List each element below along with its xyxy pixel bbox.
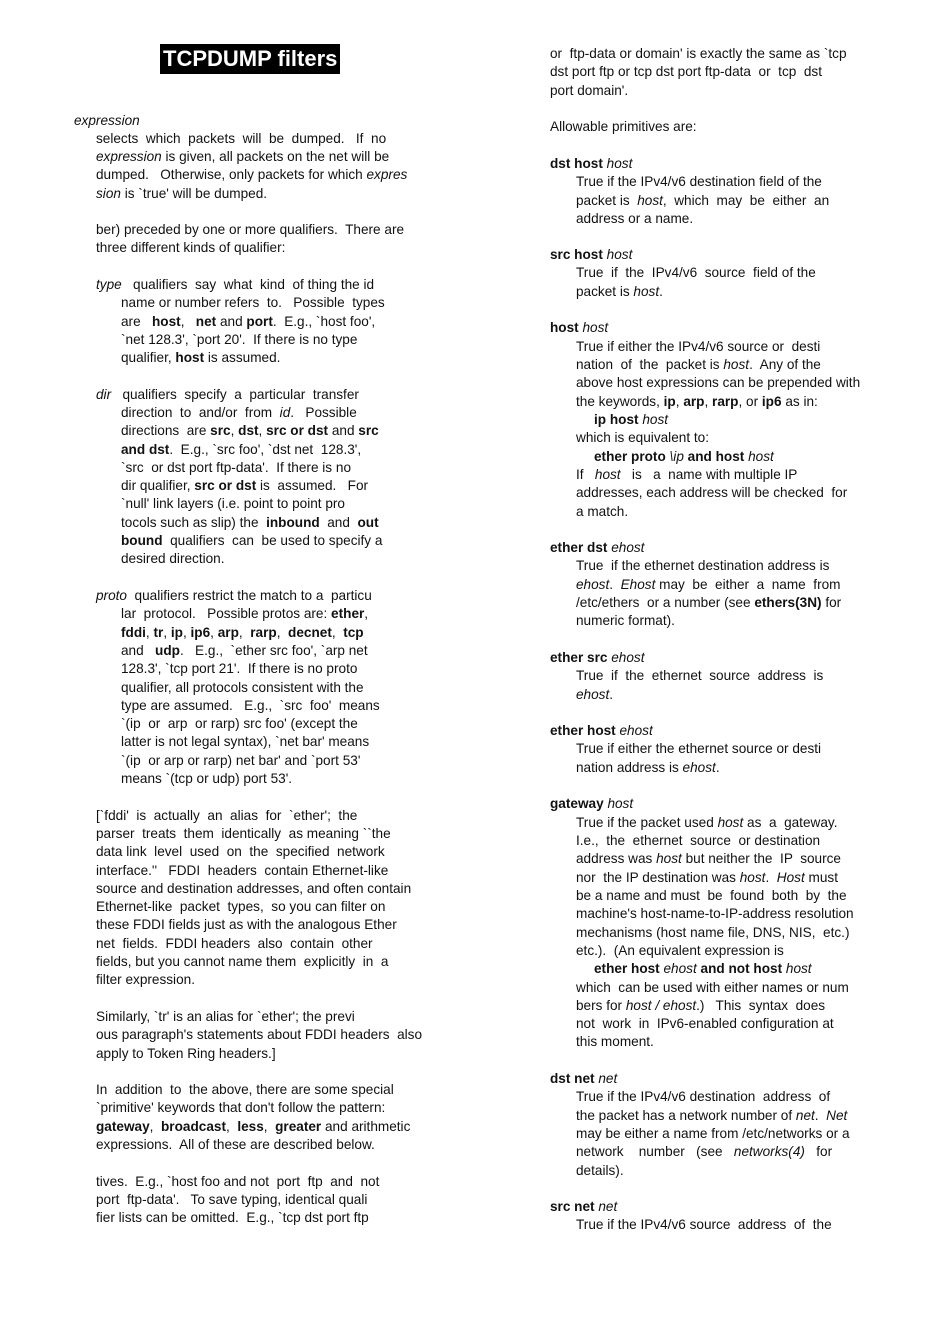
text-line: ether dst ehost xyxy=(550,540,645,555)
text-line: three different kinds of qualifier: xyxy=(96,240,286,255)
text-line: True if the IPv4/v6 destination field of the xyxy=(576,174,822,189)
text-line: nation address is ehost. xyxy=(576,760,720,775)
text-line: dumped. Otherwise, only packets for which expres xyxy=(96,167,408,182)
text-line: qualifier, all protocols consistent with the xyxy=(121,680,364,695)
text-line: ether src ehost xyxy=(550,650,645,665)
text-line: `src or dst port ftp-data'. If there is no xyxy=(121,460,352,475)
text-line: src net net xyxy=(550,1199,618,1214)
text-line: gateway, broadcast, less, greater and arithmetic xyxy=(96,1119,411,1134)
text-line: True if either the IPv4/v6 source or desti xyxy=(576,339,821,354)
text-line: Ethernet-like packet types, so you can filter on xyxy=(96,899,386,914)
text-line: numeric format). xyxy=(576,613,675,628)
text-line: a match. xyxy=(576,504,629,519)
text-line: 128.3', `tcp port 21'. If there is no proto xyxy=(121,661,358,676)
text-line: the keywords, ip, arp, rarp, or ip6 as in: xyxy=(576,394,818,409)
text-line: Allowable primitives are: xyxy=(550,119,697,134)
text-line: bers for host / ehost.) This syntax does xyxy=(576,998,826,1013)
text-line: dir qualifier, src or dst is assumed. For xyxy=(121,478,369,493)
text-line: this moment. xyxy=(576,1034,654,1049)
text-line: desired direction. xyxy=(121,551,225,566)
text-line: or ftp-data or domain' is exactly the same as `tcp xyxy=(550,46,847,61)
text-line: qualifier, host is assumed. xyxy=(121,350,281,365)
text-line: `(ip or arp or rarp) src foo' (except the xyxy=(121,716,358,731)
text-line: source and destination addresses, and often contain xyxy=(96,881,412,896)
text-line: proto qualifiers restrict the match to a particu xyxy=(96,588,372,603)
text-line: net fields. FDDI headers also contain other xyxy=(96,936,373,951)
page-title: TCPDUMP filters xyxy=(160,44,340,74)
text-line: selects which packets will be dumped. If no xyxy=(96,131,387,146)
text-line: /etc/ethers or a number (see ethers(3N) for xyxy=(576,595,842,610)
text-line: tives. E.g., `host foo and not port ftp and not xyxy=(96,1174,380,1189)
text-line: True if the IPv4/v6 source field of the xyxy=(576,265,816,280)
text-line: and udp. E.g., `ether src foo', `arp net xyxy=(121,643,368,658)
text-line: these FDDI fields just as with the analogous Ether xyxy=(96,917,397,932)
text-line: fier lists can be omitted. E.g., `tcp dst port ftp xyxy=(96,1210,369,1225)
text-line: directions are src, dst, src or dst and src xyxy=(121,423,379,438)
text-line: address or a name. xyxy=(576,211,694,226)
text-line: and dst. E.g., `src foo', `dst net 128.3', xyxy=(121,442,362,457)
text-line: lar protocol. Possible protos are: ether, xyxy=(121,606,369,621)
text-line: expression xyxy=(74,113,140,128)
text-line: ip host host xyxy=(594,412,669,427)
text-line: src host host xyxy=(550,247,633,262)
text-line: expressions. All of these are described below. xyxy=(96,1137,375,1152)
text-line: nor the IP destination was host. Host must xyxy=(576,870,838,885)
text-line: expression is given, all packets on the net will be xyxy=(96,149,390,164)
text-line: host host xyxy=(550,320,609,335)
text-line: apply to Token Ring headers.] xyxy=(96,1046,276,1061)
text-line: True if either the ethernet source or desti xyxy=(576,741,822,756)
text-line: above host expressions can be prepended with xyxy=(576,375,861,390)
text-line: type qualifiers say what kind of thing the id xyxy=(96,277,375,292)
text-line: If host is a name with multiple IP xyxy=(576,467,798,482)
text-line: direction to and/or from id. Possible xyxy=(121,405,357,420)
text-line: data link level used on the specified network xyxy=(96,844,385,859)
text-line: ehost. xyxy=(576,687,614,702)
text-line: dir qualifiers specify a particular transfer xyxy=(96,387,359,402)
text-line: which can be used with either names or num xyxy=(576,980,849,995)
text-line: tocols such as slip) the inbound and out xyxy=(121,515,379,530)
text-line: dst net net xyxy=(550,1071,618,1086)
text-line: [`fddi' is actually an alias for `ether'; the xyxy=(96,808,358,823)
text-line: fields, but you cannot name them explicitly in a xyxy=(96,954,389,969)
text-line: filter expression. xyxy=(96,972,195,987)
text-line: bound qualifiers can be used to specify a xyxy=(121,533,383,548)
text-line: parser treats them identically as meaning ``the xyxy=(96,826,391,841)
text-line: name or number refers to. Possible types xyxy=(121,295,385,310)
text-line: network number (see networks(4) for xyxy=(576,1144,833,1159)
text-line: machine's host-name-to-IP-address resolution xyxy=(576,906,854,921)
text-line: port domain'. xyxy=(550,83,629,98)
text-line: ether host ehost and not host host xyxy=(594,961,812,976)
text-line: ether host ehost xyxy=(550,723,653,738)
text-line: ous paragraph's statements about FDDI headers also xyxy=(96,1027,423,1042)
text-line: sion is `true' will be dumped. xyxy=(96,186,268,201)
text-line: In addition to the above, there are some special xyxy=(96,1082,394,1097)
text-line: gateway host xyxy=(550,796,634,811)
text-line: I.e., the ethernet source or destination xyxy=(576,833,821,848)
text-line: `null' link layers (i.e. point to point pro xyxy=(121,496,345,511)
text-line: port ftp-data'. To save typing, identical quali xyxy=(96,1192,368,1207)
text-line: not work in IPv6-enabled configuration at xyxy=(576,1016,834,1031)
text-line: True if the ethernet destination address is xyxy=(576,558,830,573)
text-line: addresses, each address will be checked for xyxy=(576,485,848,500)
text-line: ether proto \ip and host host xyxy=(594,449,774,464)
text-line: mechanisms (host name file, DNS, NIS, etc.) xyxy=(576,925,850,940)
text-line: True if the packet used host as a gateway. xyxy=(576,815,838,830)
text-line: dst host host xyxy=(550,156,633,171)
text-line: which is equivalent to: xyxy=(576,430,709,445)
text-line: packet is host. xyxy=(576,284,663,299)
text-line: True if the IPv4/v6 source address of the xyxy=(576,1217,832,1232)
text-line: latter is not legal syntax), `net bar' means xyxy=(121,734,370,749)
text-line: etc.). (An equivalent expression is xyxy=(576,943,784,958)
text-line: packet is host, which may be either an xyxy=(576,193,830,208)
text-line: address was host but neither the IP source xyxy=(576,851,841,866)
text-line: `primitive' keywords that don't follow the pattern: xyxy=(96,1100,386,1115)
text-line: nation of the packet is host. Any of the xyxy=(576,357,821,372)
text-line: details). xyxy=(576,1163,624,1178)
text-line: type are assumed. E.g., `src foo' means xyxy=(121,698,380,713)
text-line: `(ip or arp or rarp) net bar' and `port 53' xyxy=(121,753,361,768)
text-line: interface.'' FDDI headers contain Ethernet-like xyxy=(96,863,389,878)
text-line: be a name and must be found both by the xyxy=(576,888,847,903)
text-line: are host, net and port. E.g., `host foo', xyxy=(121,314,376,329)
text-line: the packet has a network number of net. Net xyxy=(576,1108,848,1123)
text-line: fddi, tr, ip, ip6, arp, rarp, decnet, tcp xyxy=(121,625,364,640)
text-line: ber) preceded by one or more qualifiers. There are xyxy=(96,222,405,237)
text-line: dst port ftp or tcp dst port ftp-data or tcp dst xyxy=(550,64,823,79)
text-line: True if the IPv4/v6 destination address of xyxy=(576,1089,831,1104)
text-line: `net 128.3', `port 20'. If there is no type xyxy=(121,332,358,347)
text-line: may be either a name from /etc/networks or a xyxy=(576,1126,850,1141)
text-line: Similarly, `tr' is an alias for `ether'; the previ xyxy=(96,1009,355,1024)
text-line: True if the ethernet source address is xyxy=(576,668,824,683)
text-line: means `(tcp or udp) port 53'. xyxy=(121,771,293,786)
text-line: ehost. Ehost may be either a name from xyxy=(576,577,841,592)
